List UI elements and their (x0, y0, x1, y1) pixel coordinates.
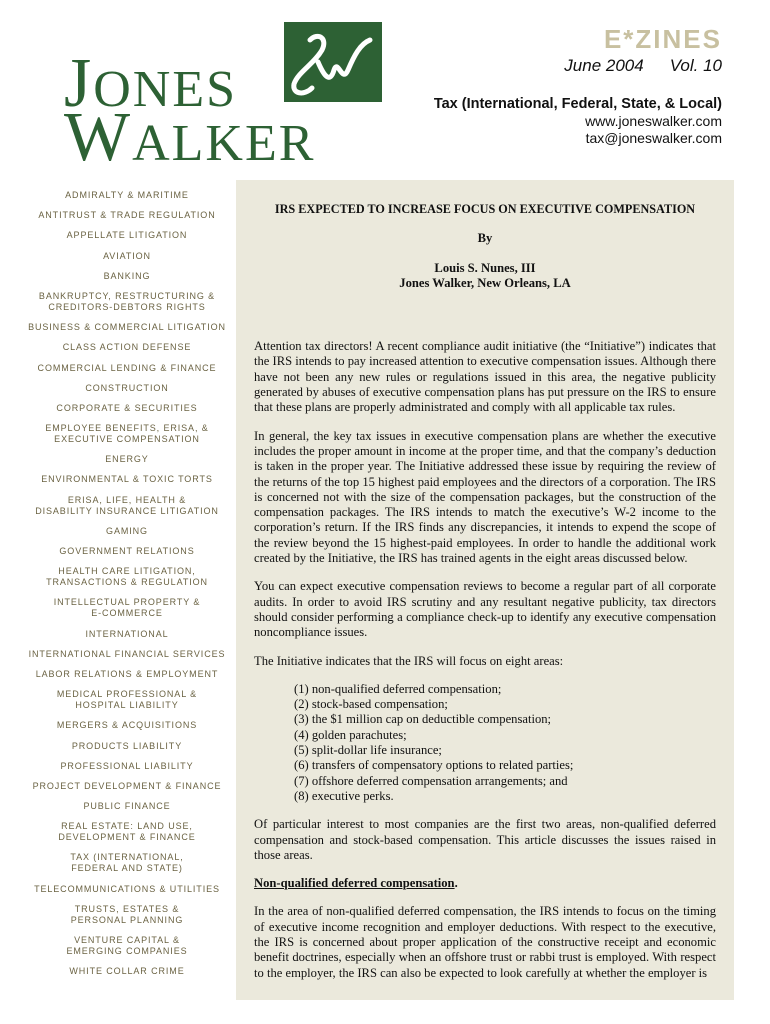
practice-area-link[interactable]: EMPLOYEE BENEFITS, ERISA, & EXECUTIVE COMPENSATION (45, 423, 209, 445)
author-firm: Jones Walker, New Orleans, LA (399, 275, 571, 290)
practice-area-link[interactable]: INTELLECTUAL PROPERTY & E-COMMERCE (53, 597, 201, 619)
practice-area-link[interactable]: TELECOMMUNICATIONS & UTILITIES (34, 883, 220, 894)
subhead-row (254, 876, 716, 891)
logo-line-walker (64, 98, 315, 178)
practice-area-link[interactable]: PROFESSIONAL LIABILITY (60, 760, 194, 771)
practice-area-link[interactable]: AVIATION (103, 250, 151, 261)
list-item: (3) the $1 million cap on deductible compensation; (294, 712, 552, 727)
logo-text-alker: ALKER (132, 115, 316, 172)
paragraph-4: The Initiative indicates that the IRS will focus on eight areas: (254, 653, 564, 668)
practice-area-link[interactable]: ERISA, LIFE, HEALTH & DISABILITY INSURANCE LITIGATION (35, 494, 219, 516)
paragraph-3: You can expect executive compensation reviews to become a regular part of all corporate audits. In order to avoid IRS scrutiny and any resultant negative publicity, tax directors should consider performing a compliance check-up to identify any executive compensation noncompliance issues. (254, 579, 716, 640)
practice-area-link[interactable]: PUBLIC FINANCE (83, 801, 171, 812)
practice-area-link[interactable]: BANKRUPTCY, RESTRUCTURING & CREDITORS-DEBTORS RIGHTS (38, 290, 216, 312)
byline-by: By (477, 231, 493, 246)
paragraph-2: In general, the key tax issues in executive compensation plans are whether the executive includes the proper amount in income at the proper time, and that the company’s deduction is taken in the proper year. The Initiative addressed these issue by requiring the review of the returns of the top 15 highest paid employees and the directors of a corporation. The IRS is concerned not with the size of the compensation packages, but the construction of the compensation packages. The IRS intends to match the executive’s W-2 income to the corporation’s return. If the IRS finds any discrepancies, it intends to expend the scope of the review beyond the 15 highest-paid employees. In order to handle the additional work created by the Initiative, the IRS has trained agents in the eight areas discussed below. (254, 428, 716, 566)
email-link[interactable]: tax@joneswalker.com (585, 130, 722, 146)
issue-info (564, 56, 722, 76)
newsletter-topic: Tax (International, Federal, State, & Local) (433, 96, 722, 112)
article-headline: IRS EXPECTED TO INCREASE FOCUS ON EXECUTIVE COMPENSATION (274, 202, 696, 216)
practice-area-link[interactable]: GOVERNMENT RELATIONS (59, 546, 195, 556)
practice-area-link[interactable]: BUSINESS & COMMERCIAL LITIGATION (28, 322, 226, 333)
practice-area-link[interactable]: ENERGY (105, 454, 149, 465)
masthead (564, 24, 722, 76)
paragraph-6: In the area of non-qualified deferred compensation, the IRS intends to focus on the timing of executive income recognition and employer deductions. With respect to the executive, the IRS is concerned about proper application of the constructive receipt and economic benefit doctrines, especially when an offshore trust or rabbi trust is employed. With respect to the employer, the IRS can also be expected to look carefully at whether the employer is (254, 904, 716, 980)
list-item: (1) non-qualified deferred compensation; (294, 681, 502, 696)
logo-cap-j: J (64, 45, 94, 122)
issue-date: June 2004 (564, 56, 644, 75)
contact-block (434, 96, 722, 147)
list-item: (8) executive perks. (294, 788, 394, 803)
practice-area-link[interactable]: BANKING (103, 270, 151, 281)
list-item: (5) split-dollar life insurance; (294, 743, 442, 758)
practice-area-link[interactable]: INTERNATIONAL (85, 628, 169, 639)
practice-area-link[interactable]: CORPORATE & SECURITIES (56, 402, 198, 413)
list-item: (6) transfers of compensatory options to related parties; (294, 758, 574, 773)
practice-area-link[interactable]: ANTITRUST & TRADE REGULATION (38, 210, 216, 221)
ezines-title: E*ZINES (603, 24, 722, 54)
list-item: (4) golden parachutes; (294, 727, 407, 742)
practice-area-link[interactable]: VENTURE CAPITAL & EMERGING COMPANIES (66, 935, 188, 956)
logo-cap-w: W (64, 99, 133, 176)
practice-area-link[interactable]: LABOR RELATIONS & EMPLOYMENT (35, 668, 219, 679)
article (254, 202, 716, 994)
practice-area-link[interactable]: PROJECT DEVELOPMENT & FINANCE (32, 780, 222, 791)
practice-area-link[interactable]: WHITE COLLAR CRIME (69, 966, 185, 977)
practice-area-link[interactable]: ADMIRALTY & MARITIME (65, 190, 189, 200)
practice-area-link[interactable]: INTERNATIONAL FINANCIAL SERVICES (28, 648, 226, 659)
practice-areas-sidebar (24, 190, 230, 986)
logo-text-ones: ONES (93, 61, 238, 118)
list-item: (2) stock-based compensation; (294, 697, 448, 712)
practice-area-link[interactable]: CONSTRUCTION (85, 382, 169, 393)
list-item: (7) offshore deferred compensation arrangements; and (294, 773, 568, 788)
jones-walker-logo (52, 22, 392, 182)
practice-area-link[interactable]: HEALTH CARE LITIGATION, TRANSACTIONS & REGULATION (46, 566, 208, 588)
practice-area-link[interactable]: TAX (INTERNATIONAL, FEDERAL AND STATE) (70, 852, 184, 874)
focus-areas-list (294, 682, 716, 804)
jw-monogram-icon (284, 22, 382, 102)
practice-area-link[interactable]: GAMING (106, 525, 148, 536)
author-name: Louis S. Nunes, III (434, 260, 536, 275)
paragraph-5: Of particular interest to most companies are the first two areas, non-qualified deferred compensation and stock-based compensation. This article discusses the issues raised in those areas. (254, 817, 716, 862)
practice-area-link[interactable]: PRODUCTS LIABILITY (71, 740, 183, 751)
paragraph-1: Attention tax directors! A recent compliance audit initiative (the “Initiative”) indicates that the IRS intends to pay increased attention to executive compensation issues. Although there have not been any new rules or regulations issued in this area, the negative publicity generated by abuses of executive compensation plans has put pressure on the IRS to ensure that these plans are properly administrated and comply with all applicable tax rules. (254, 339, 717, 415)
practice-area-link[interactable]: TRUSTS, ESTATES & PERSONAL PLANNING (70, 903, 184, 925)
issue-volume: Vol. 10 (669, 56, 722, 75)
practice-area-link[interactable]: ENVIRONMENTAL & TOXIC TORTS (41, 474, 213, 485)
subhead-period: . (454, 876, 458, 891)
practice-area-link[interactable]: COMMERCIAL LENDING & FINANCE (37, 362, 217, 373)
website-link[interactable]: www.joneswalker.com (585, 113, 722, 129)
section-subhead: Non-qualified deferred compensation (254, 876, 455, 891)
practice-area-link[interactable]: REAL ESTATE: LAND USE, DEVELOPMENT & FINANCE (58, 821, 196, 843)
practice-area-link[interactable]: MEDICAL PROFESSIONAL & HOSPITAL LIABILITY (56, 689, 198, 711)
practice-area-link[interactable]: APPELLATE LITIGATION (66, 230, 188, 241)
article-panel (236, 180, 734, 1000)
practice-area-link[interactable]: CLASS ACTION DEFENSE (62, 342, 192, 353)
practice-area-link[interactable]: MERGERS & ACQUISITIONS (56, 720, 198, 731)
